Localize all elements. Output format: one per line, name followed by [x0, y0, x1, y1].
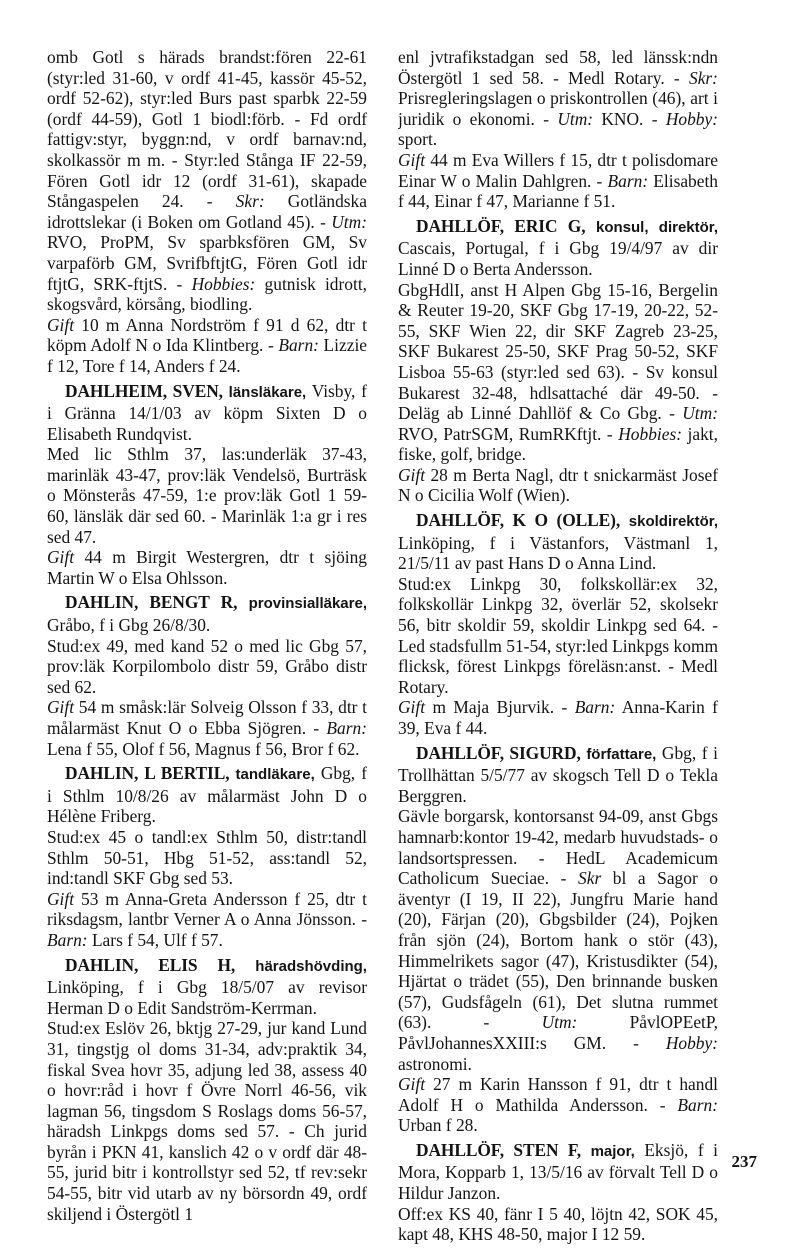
entry-dahllof-sten: [398, 1140, 718, 1245]
utm-label: Utm:: [682, 403, 718, 424]
gift-line: [47, 889, 367, 951]
gift-label: Gift: [47, 697, 75, 718]
skr-label: Skr:: [235, 191, 265, 212]
entry-name: DAHLIN, L BERTIL,: [65, 763, 230, 784]
barn-label: Barn:: [574, 697, 616, 718]
utm-label: Utm:: [331, 211, 367, 232]
skr-label: Skr: [578, 868, 602, 889]
gift-text: 10 m Anna Nordström f 91 d 62, dtr t köpm Adolf N o Ida Klintberg. -: [47, 314, 367, 356]
entry-body: Stud:ex 49, med kand 52 o med lic Gbg 57, prov:läk Korpilombolo distr 59, Gråbo distr sed 62.: [47, 635, 367, 697]
utm-label: Utm:: [557, 108, 594, 129]
gift-label: Gift: [398, 1074, 426, 1095]
utm-text: RVO, ProPM, Sv sparbksfören GM, Sv varpaförb GM, SvrifbftjtG, Fören Gotl idr ftjtG, SRK-ftjtS. -: [47, 232, 367, 294]
entry-title: häradshövding,: [255, 957, 367, 975]
entry-head: [47, 381, 367, 445]
barn-label: Barn:: [326, 718, 367, 738]
entry-title: författare,: [586, 745, 657, 763]
utm-text: KNO. -: [601, 108, 658, 129]
left-column: [47, 47, 367, 1228]
entry-head: [398, 510, 718, 574]
hobbies-text: jakt, fiske, golf, bridge.: [398, 423, 718, 465]
entry-head: [47, 955, 367, 1019]
hobby-text: astronomi.: [398, 1053, 472, 1074]
barn-text: Urban f 28.: [398, 1115, 478, 1136]
entry-head-text: Linköping, f i Västanfors, Västmanl 1, 21/5/11 av past Hans D o Anna Lind.: [398, 532, 718, 574]
hobbies-label: Hobbies:: [618, 423, 683, 444]
hobby-text: sport.: [398, 129, 438, 150]
entry-dahllof-sigurd: [398, 743, 718, 1136]
entry-body: Gävle borgarsk, kontorsanst 94-09, anst Gbgs hamnarb:kontor 19-42, medarb huvudstads- o landsortspressen. - HedL Academicum Catholicum Sueciae. -: [398, 806, 718, 889]
skr-text: Prisregleringslagen o priskontrollen (46), art i juridik o ekonomi. -: [398, 88, 718, 129]
barn-label: Barn:: [607, 170, 649, 191]
entry-body: Stud:ex Linkpg 30, folkskollär:ex 32, folkskollär Linkpg 32, överlär 52, skolsekr 56, bitr skoldir 59, skoldir Linkpg sed 64. - Led stadsfullm 51-54, styr:led Linkpgs komm flicksk, förest Linkpgs föreläsn:anst. - Medl Rotary.: [398, 573, 718, 697]
gift-line: [398, 697, 718, 738]
entry-head-text: Eksjö, f i Mora, Kopparb 1, 13/5/16 av förvalt Tell D o Hildur Janzon.: [398, 1139, 718, 1204]
barn-text: Anna-Karin f 39, Eva f 44.: [398, 697, 718, 738]
entry-title: länsläkare,: [228, 383, 307, 401]
gift-line: [47, 315, 367, 377]
entry-head: [398, 1140, 718, 1204]
page-number: 237: [731, 1152, 757, 1171]
entry-dahlheim: [47, 381, 367, 589]
barn-text: Lars f 54, Ulf f 57.: [91, 929, 223, 950]
entry-dahllof-eric: [398, 216, 718, 506]
gift-label: Gift: [47, 547, 75, 568]
gift-line: [398, 150, 718, 212]
entry-continuation-left: [47, 47, 367, 377]
entry-head-text: Linköping, f i Gbg 18/5/07 av revisor Herman D o Edit Sandström-Kerrman.: [47, 977, 367, 1018]
gift-line: [398, 465, 718, 506]
entry-body-line: [398, 806, 718, 1074]
entry-head: [47, 763, 367, 827]
entry-body: enl jvtrafikstadgan sed 58, led länssk:ndn Östergötl 1 sed 58. - Medl Rotary. -: [398, 47, 718, 88]
utm-label: Utm:: [541, 1012, 578, 1033]
hobbies-label: Hobbies:: [191, 273, 256, 294]
entry-name: DAHLIN, ELIS H,: [65, 954, 236, 975]
gift-text: 28 m Berta Nagl, dtr t snickarmäst Josef N o Cicilia Wolf (Wien).: [398, 464, 718, 506]
entry-head-text: Cascais, Portugal, f i Gbg 19/4/97 av dir Linné D o Berta Andersson.: [398, 238, 718, 279]
utm-text: PåvlOPEetP, PåvlJohannesXXIII:s GM. -: [398, 1012, 718, 1053]
entry-name: DAHLLÖF, STEN F,: [416, 1139, 582, 1160]
entry-title: tandläkare,: [235, 766, 315, 784]
hobbies-text: gutnisk idrott, skogsvård, körsång, biodling.: [47, 273, 367, 315]
skr-text: bl a Sagor o äventyr (I 19, II 22), Jungfru Marie hand (20), Färjan (20), Gbgsbilder (24), Pojken från sjön (24), Bortom hank o stör (43), Himmelrikets sagor (47), Kristusdikter (54), Hjärtat o trädet (55), Den brinnande busken (57), Gudsfågeln (61), Det slutna rummet (63). -: [398, 868, 718, 1033]
gift-label: Gift: [398, 464, 426, 485]
entry-title: major,: [590, 1142, 635, 1160]
barn-text: Lizzie f 12, Tore f 14, Anders f 24.: [47, 335, 367, 376]
entry-head-text: Gråbo, f i Gbg 26/8/30.: [47, 615, 211, 636]
entry-body: Off:ex KS 40, fänr I 5 40, löjtn 42, SOK 45, kapt 48, KHS 48-50, major I 12 59.: [398, 1203, 718, 1245]
skr-label: Skr:: [689, 67, 718, 88]
gift-label: Gift: [47, 888, 75, 909]
gift-text: 27 m Karin Hansson f 91, dtr t handl Adolf H o Mathilda Andersson. -: [398, 1074, 718, 1115]
entry-dahllof-olle: [398, 510, 718, 739]
barn-label: Barn:: [278, 335, 319, 356]
gift-text: 53 m Anna-Greta Andersson f 25, dtr t riksdagsm, lantbr Verner A o Anna Jönsson. -: [47, 888, 367, 930]
entry-body: Stud:ex 45 o tandl:ex Sthlm 50, distr:tandl Sthlm 50-51, Hbg 51-52, ass:tandl 52, ind:tandl SKF Gbg sed 53.: [47, 826, 367, 889]
entry-head-text: Visby, f i Gränna 14/1/03 av köpm Sixten D o Elisabeth Rundqvist.: [47, 380, 367, 444]
entry-body: Stud:ex Eslöv 26, bktjg 27-29, jur kand Lund 31, tingstjg ol doms 31-34, adv:praktik 34, fiskal Svea hovr 35, adjung led 38, assess 40 o hovr:råd i hovr f Övre Norrl 46-56, vik lagman 56, tingsdom S Roslags doms 56-57, häradsh Linkpgs doms sed 57. - Ch jurid byrån i PKN 41, kanslich 42 o v ordf där 48-55, jurid bitr i kontrollstyr sed 52, tf rev:sekr 54-55, bitr vid utarb av ny börsordn 49, ordf skiljend i Östergötl 1: [47, 1018, 367, 1224]
entry-name: DAHLHEIM, SVEN,: [65, 380, 223, 401]
entry-body: Med lic Sthlm 37, las:underläk 37-43, marinläk 43-47, prov:läk Vendelsö, Burträsk o Mönsterås 47-59, 1:e prov:läk Gotl 1 59-60, länsläk där sed 60. - Marinläk 1:a gr i res sed 47.: [47, 444, 367, 547]
entry-dahlin-bertil: [47, 763, 367, 950]
entry-title: provinsialläkare,: [248, 595, 367, 613]
gift-text: 44 m Eva Willers f 15, dtr t polisdomare Einar W o Malin Dahlgren. -: [398, 149, 718, 191]
skr-text: Gotländska idrottslekar (i Boken om Gotland 45). -: [47, 191, 367, 232]
entry-dahlin-elis: [47, 955, 367, 1225]
gift-text: 44 m Birgit Westergren, dtr t sjöing Martin W o Elsa Ohlsson.: [47, 547, 367, 588]
barn-label: Barn:: [47, 929, 88, 950]
gift-line: [47, 547, 367, 588]
barn-label: Barn:: [677, 1094, 718, 1115]
entry-head: [398, 743, 718, 807]
entry-head-text: Gbg, f i Sthlm 10/8/26 av målarmäst John D o Hélène Friberg.: [47, 763, 367, 827]
entry-dahlin-bengt: [47, 592, 367, 759]
hobby-label: Hobby:: [665, 108, 718, 129]
entry-body-line: [398, 280, 718, 465]
entry-name: DAHLIN, BENGT R,: [65, 592, 238, 613]
gift-line: [398, 1074, 718, 1136]
entry-continuation-right: [398, 47, 718, 212]
entry-title: skoldirektör,: [628, 513, 718, 531]
utm-text: RVO, PatrSGM, RumRKftjt. -: [398, 423, 613, 444]
entry-head-text: Gbg, f i Trollhättan 5/5/77 av skogsch Tell D o Tekla Berggren.: [398, 742, 718, 806]
entry-body: omb Gotl s härads brandst:fören 22-61 (styr:led 31-60, v ordf 41-45, kassör 45-52, ordf 52-62), styr:led Burs past sparbk 22-59 (ordf 44-59), Gotl 1 biodl:förb. - Fd ordf fattigv:styr, byggn:nd, v ordf barnav:nd, skolkassör m m. - Styr:led Stånga IF 22-59, Fören Gotl idr 12 (ordf 31-61), skapade Stångaspelen 24. -: [47, 47, 367, 212]
entry-body: GbgHdlI, anst H Alpen Gbg 15-16, Bergelin & Reuter 19-20, SKF Gbg 17-19, 20-22, 52-55, SKF Wien 22, dir SKF Zagreb 23-25, SKF Bukarest 25-50, SKF Prag 50-52, SKF Lisboa 55-63 (styr:led sed 63). - Sv konsul Bukarest 32-48, hdlsattaché där 49-50. - Deläg ab Linné Dahllöf & Co Gbg. -: [398, 279, 718, 424]
barn-text: Elisabeth f 44, Einar f 47, Marianne f 51.: [398, 170, 718, 212]
entry-text: [47, 47, 367, 315]
gift-line: [47, 697, 367, 759]
gift-label: Gift: [398, 149, 426, 170]
entry-text: [398, 47, 718, 150]
entry-name: DAHLLÖF, SIGURD,: [416, 742, 581, 763]
entry-head: [398, 216, 718, 280]
right-column: [398, 47, 718, 1249]
gift-label: Gift: [398, 697, 426, 718]
gift-label: Gift: [47, 314, 75, 335]
hobby-label: Hobby:: [665, 1032, 718, 1053]
gift-text: 54 m småsk:lär Solveig Olsson f 33, dtr t målarmäst Knut O o Ebba Sjögren. -: [47, 697, 367, 738]
entry-name: DAHLLÖF, ERIC G,: [416, 215, 586, 236]
entry-title: konsul, direktör,: [595, 218, 718, 236]
barn-text: Lena f 55, Olof f 56, Magnus f 56, Bror f 62.: [47, 738, 360, 759]
entry-name: DAHLLÖF, K O (OLLE),: [416, 510, 621, 531]
entry-head: [47, 592, 367, 635]
gift-text: m Maja Bjurvik. -: [432, 697, 568, 718]
